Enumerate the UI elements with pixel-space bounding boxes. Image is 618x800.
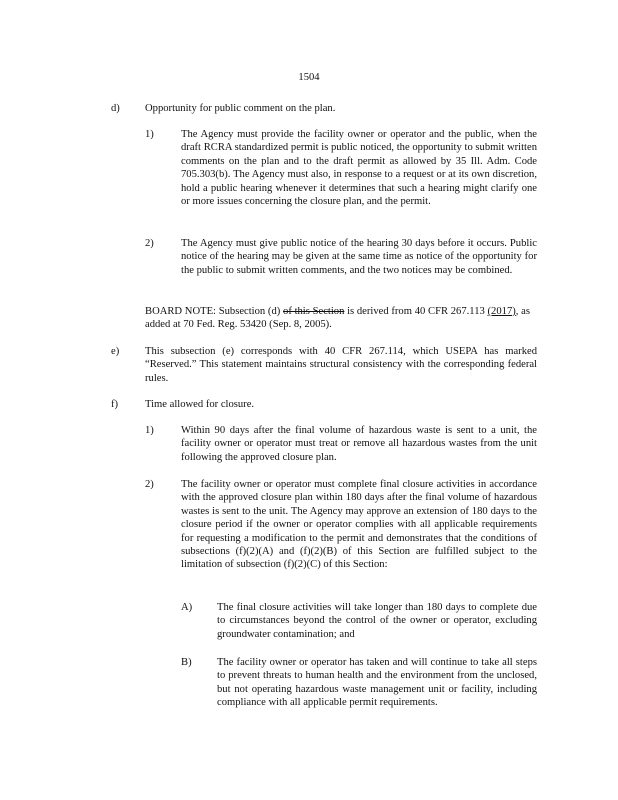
subsection-e-text: This subsection (e) corresponds with 40 CFR 267.114, which USEPA has marked “Reserved.” This statement maintains structural consistency with the corresponding federal rules. bbox=[145, 346, 537, 384]
board-note-struck: of this Section bbox=[283, 306, 345, 317]
item-d1-text: The Agency must provide the facility owner or operator and the public, when the draft RCRA standardized permit is public noticed, the opportunity to submit written comments on the plan and to the draft permit as allowed by 35 Ill. Adm. Code 705.303(b). The Agency must also, in response to a request or at its own discretion, hold a public hearing whenever it determines that such a hearing might clarify one or more issues concerning the closure plan, and the permit. bbox=[181, 129, 537, 208]
item-f2-text: The facility owner or operator must complete final closure activities in accordance with the approved closure plan within 180 days after the final volume of hazardous wastes is sent to the unit. The Agency may approve an extension of 180 days to the closure period if the owner or operator complies with all applicable requirements for requesting a modification to the permit and demonstrates that the conditions of subsections (f)(2)(A) and (f)(2)(B) of this Section are fulfilled subject to the limitation of subsection (f)(2)(C) of this Section: bbox=[181, 479, 537, 571]
subsection-f-heading: Time allowed for closure. bbox=[145, 399, 255, 410]
board-note-underlined: (2017) bbox=[487, 306, 516, 317]
subsection-e-label: e) bbox=[111, 346, 120, 357]
item-f2b-label: B) bbox=[181, 657, 192, 668]
item-f1-label: 1) bbox=[145, 425, 154, 436]
page-number: 1504 bbox=[298, 72, 320, 83]
item-d2-label: 2) bbox=[145, 238, 154, 249]
item-f2a-label: A) bbox=[181, 602, 193, 613]
item-f2a-text: The final closure activities will take longer than 180 days to complete due to circumstances beyond the control of the owner or operator, excluding groundwater contamination; and bbox=[217, 602, 537, 640]
item-f2b-text: The facility owner or operator has taken and will continue to take all steps to prevent threats to human health and the environment from the unclosed, but not operating hazardous waste management unit or facility, including compliance with all applicable permit requirements. bbox=[217, 657, 537, 709]
item-f1-text: Within 90 days after the final volume of hazardous waste is sent to a unit, the facility owner or operator must treat or remove all hazardous wastes from the unit following the approved closure plan. bbox=[181, 425, 537, 463]
board-note bbox=[145, 305, 530, 332]
board-note-prefix: BOARD NOTE: Subsection (d) bbox=[145, 306, 284, 317]
board-note-suffix: , as added at 70 Fed. Reg. 53420 (Sep. 8, 2005). bbox=[145, 306, 530, 331]
subsection-d-label: d) bbox=[111, 103, 120, 114]
board-note-middle: is derived from 40 CFR 267.113 bbox=[344, 306, 488, 317]
subsection-f-label: f) bbox=[111, 399, 119, 410]
subsection-d-heading: Opportunity for public comment on the plan. bbox=[145, 103, 336, 114]
item-d1-label: 1) bbox=[145, 129, 154, 140]
item-d2-text: The Agency must give public notice of the hearing 30 days before it occurs. Public notice of the hearing may be given at the same time as notice of the opportunity for the public to submit written comments, and the two notices may be combined. bbox=[181, 238, 537, 276]
item-f2-label: 2) bbox=[145, 479, 154, 490]
